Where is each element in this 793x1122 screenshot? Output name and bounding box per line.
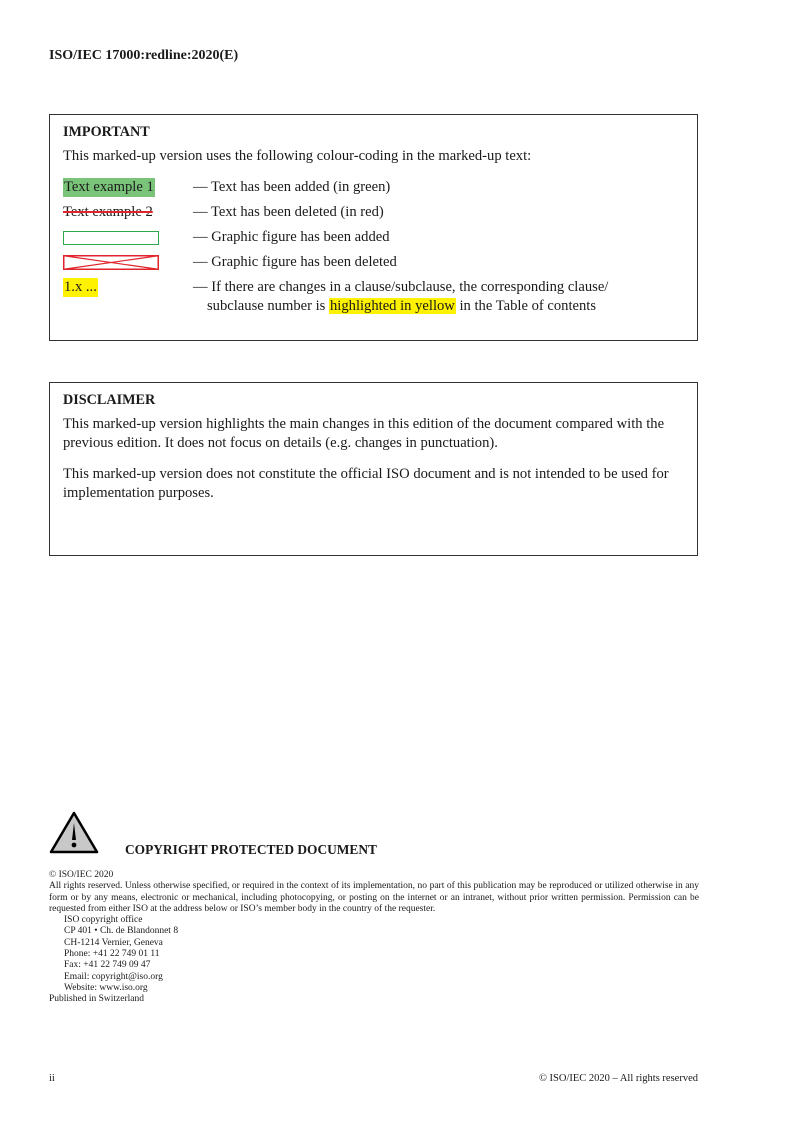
address-line: Phone: +41 22 749 01 11: [64, 949, 160, 960]
disclaimer-box: [49, 382, 698, 556]
deleted-text-example: Text example 2: [63, 204, 153, 220]
address-block: [49, 915, 699, 994]
legend-desc: — Graphic figure has been added: [193, 229, 390, 245]
disclaimer-paragraph: This marked-up version highlights the main changes in this edition of the document compared with the previous edition. It does not focus on details (e.g. changes in punctuation).: [63, 416, 665, 451]
yellow-highlight-example: highlighted in yellow: [330, 298, 455, 314]
address-line: Email: copyright@iso.org: [64, 971, 163, 982]
address-line: Website: www.iso.org: [64, 982, 148, 993]
important-intro: This marked-up version uses the following colour-coding in the marked-up text:: [63, 148, 532, 164]
copyright-year: © ISO/IEC 2020: [49, 870, 114, 880]
published-location: Published in Switzerland: [49, 994, 144, 1005]
copyright-block: [49, 870, 699, 1006]
legend-desc: — Text has been deleted (in red): [193, 204, 384, 220]
legend-row-added-text: [63, 178, 684, 203]
legend-row-deleted-text: [63, 203, 684, 228]
legend-desc-line1: — If there are changes in a clause/subclause, the corresponding clause/: [193, 279, 609, 295]
legend-desc-line2-pre: subclause number is: [207, 298, 329, 314]
address-line: ISO copyright office: [64, 915, 143, 926]
copyright-title: COPYRIGHT PROTECTED DOCUMENT: [125, 842, 377, 857]
added-figure-icon: [63, 228, 159, 247]
legend-row-deleted-figure: [63, 253, 684, 278]
legend-desc-line2-post: in the Table of contents: [455, 298, 597, 314]
important-title: IMPORTANT: [63, 124, 150, 140]
disclaimer-paragraph: This marked-up version does not constitute the official ISO document and is not intended to be used for implementation purposes.: [63, 466, 669, 501]
disclaimer-title: DISCLAIMER: [63, 392, 156, 408]
legend-row-added-figure: [63, 228, 684, 253]
address-line: CH-1214 Vernier, Geneva: [64, 937, 163, 948]
deleted-figure-icon: [63, 253, 159, 272]
added-text-example: Text example 1: [64, 179, 154, 195]
legend-desc: — Graphic figure has been deleted: [193, 254, 397, 270]
changed-clause-example: 1.x ...: [64, 279, 97, 295]
document-id: ISO/IEC 17000:redline:2020(E): [49, 48, 239, 63]
footer-rights: © ISO/IEC 2020 – All rights reserved: [538, 1073, 698, 1084]
address-line: CP 401 • Ch. de Blandonnet 8: [64, 926, 179, 937]
page-number: ii: [49, 1073, 55, 1084]
address-line: Fax: +41 22 749 09 47: [64, 960, 151, 971]
legend-desc: — Text has been added (in green): [193, 179, 391, 195]
important-box: [49, 114, 698, 341]
legend-desc: [193, 278, 684, 316]
warning-triangle-icon: [49, 811, 99, 854]
legend-row-changed-clause: [63, 278, 684, 322]
rights-statement: All rights reserved. Unless otherwise specified, or required in the context of its implementation, no part of this publication may be reproduced or utilized otherwise in any form or by any means, electronic or mechanical, including photocopying, or posting on the internet or an intranet, without prior written permission. Permission can be requested from either ISO at the address below or ISO’s member body in the country of the requester.: [49, 881, 699, 914]
